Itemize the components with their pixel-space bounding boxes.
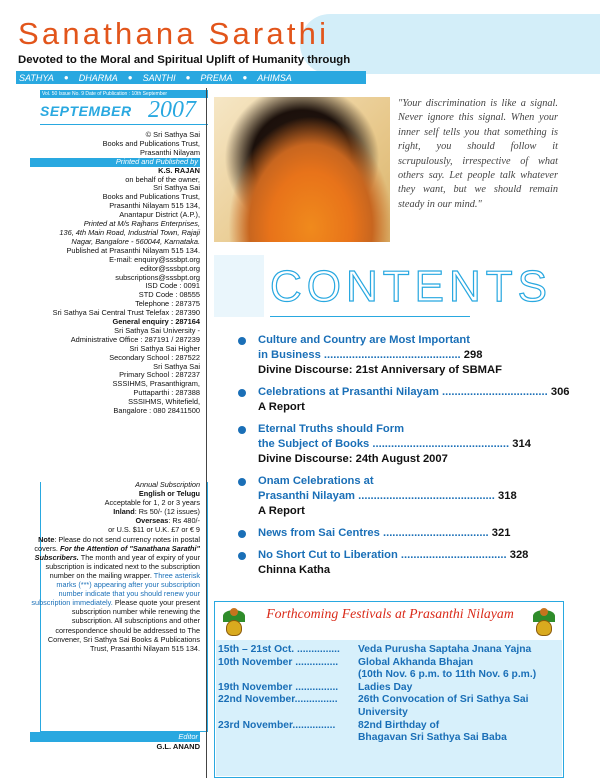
values-bar (16, 71, 366, 84)
publisher-name: K.S. RAJAN (158, 165, 200, 175)
toc-page: 321 (491, 527, 511, 539)
toc-title: Onam Celebrations at (258, 475, 374, 487)
publisher-block (30, 131, 200, 416)
phone-line: Sri Sathya Sai (153, 361, 200, 371)
bullet-icon (238, 337, 246, 345)
divider (40, 124, 208, 125)
festival-event: University (358, 706, 408, 718)
festival-event: Bhagavan Sri Sathya Sai Baba (358, 732, 507, 744)
phone-line: SSSIHMS, Prasanthigram, (112, 379, 200, 389)
phone-line: SSSIHMS, Whitefield, (128, 397, 200, 407)
toc-item[interactable] (236, 526, 536, 541)
festival-row (218, 657, 563, 670)
festivals-list (218, 644, 563, 745)
editor-block (30, 732, 200, 751)
toc-page: 314 (512, 438, 531, 450)
festival-row (218, 669, 563, 682)
bullet-icon: ● (63, 73, 69, 82)
toc-subtitle: A Report (258, 401, 305, 413)
contents-heading: CONTENTS (270, 262, 552, 311)
value-word: PREMA (200, 72, 233, 83)
value-word: DHARMA (78, 72, 118, 83)
festival-row (218, 694, 563, 707)
toc-title: Culture and Country are Most Important (258, 334, 470, 346)
phone-line: Administrative Office : 287191 / 287239 (70, 334, 200, 344)
issue-info: Vol. 50 Issue No. 9 Date of Publication : 10th September (40, 90, 208, 98)
festivals-title: Forthcoming Festivals at Prasanthi Nilayam (266, 606, 514, 621)
phone-line: Puttaparthi : 287388 (133, 388, 200, 398)
toc-title: Eternal Truths should Form (258, 423, 405, 435)
phone-line: Sri Sathya Sai University - (114, 325, 200, 335)
toc-title: News from Sai Centres .................................. 321 (258, 527, 511, 539)
value-word: AHIMSA (257, 72, 292, 83)
festival-date: 15th – 21st Oct. ............... (218, 644, 340, 655)
festivals-box (214, 601, 564, 778)
toc-page: 318 (498, 490, 517, 502)
issue-year: 2007 (148, 97, 196, 123)
publisher-line: Books and Publications Trust, (102, 192, 200, 202)
general-enquiry: General enquiry : 287164 (112, 317, 200, 327)
subscription-line: Acceptable for 1, 2 or 3 years (104, 498, 200, 508)
subscription-body: Please quote your present subscription number while renewing the subscription. All subscriptions and other correspondence should be addressed to The Convener, Sri Sathya Sai Books & Publications Trust, Prasanthi Nilayam 515 134. (47, 598, 200, 653)
magazine-tagline: Devoted to the Moral and Spiritual Uplift of Humanity through (18, 54, 351, 66)
festival-row (218, 644, 563, 657)
email-line: E-mail: enquiry@sssbpt.org (109, 254, 200, 264)
editor-name: G.L. ANAND (156, 741, 200, 751)
bullet-icon (238, 426, 246, 434)
editor-band: Editor (30, 732, 200, 742)
subscription-body: The month and year of expiry of your subscription is indicated next to the subscription number on the mailing wrapper. (45, 552, 200, 580)
festival-event: Veda Purusha Saptaha Jnana Yajna (358, 644, 532, 655)
phone-line: Telephone : 287375 (135, 299, 200, 309)
toc-subtitle: Divine Discourse: 21st Anniversary of SBMAF (258, 364, 502, 376)
note-text: : Please do not send currency notes in postal covers. (34, 534, 200, 553)
festival-date: 10th November ............... (218, 656, 339, 668)
column-divider (206, 88, 207, 778)
phone-line: Sri Sathya Sai Central Trust Telefax : 287390 (52, 308, 200, 318)
bullet-icon (238, 552, 246, 560)
bullet-icon: ● (185, 73, 191, 82)
inland-label: Inland (113, 507, 135, 517)
festival-date: 23rd November............... (218, 719, 336, 731)
toc-title-cont: in Business ............................................ 298 (258, 349, 483, 361)
festival-event: 82nd Birthday of (358, 719, 440, 731)
toc-page: 328 (509, 549, 529, 561)
attention-text: For the Attention of "Sanathana Sarathi" Subscribers. (34, 543, 200, 562)
renew-notice: Three asterisk marks (***) appearing after your subscription number indicate that you should renew your subscription immediately. (31, 570, 200, 608)
overseas-price: : Rs 480/- (168, 516, 200, 526)
festival-row (218, 732, 563, 745)
printed-by-band: Printed and Published by (30, 158, 200, 167)
table-of-contents (236, 333, 570, 585)
bullet-icon: ● (242, 73, 248, 82)
phone-line: STD Code : 08555 (138, 290, 200, 300)
bullet-icon (238, 530, 246, 538)
masthead (0, 0, 600, 100)
toc-title: Celebrations at Prasanthi Nilayam .................................. 306 (258, 386, 570, 398)
email-line: editor@sssbpt.org (139, 263, 200, 273)
subscription-lang: English or Telugu (138, 489, 200, 499)
toc-item[interactable] (236, 548, 536, 578)
festival-event: Global Akhanda Bhajan (358, 656, 474, 668)
note-label: Note (38, 534, 55, 544)
toc-item[interactable] (236, 422, 536, 467)
publisher-line: Nagar, Bangalore - 560044, Karnataka. (71, 236, 200, 246)
publisher-line: on behalf of the owner, (125, 174, 200, 184)
magazine-title: Sanathana Sarathi (18, 16, 330, 51)
phone-line: ISD Code : 0091 (145, 281, 200, 291)
festival-date: 19th November ............... (218, 681, 339, 693)
toc-item[interactable] (236, 333, 536, 378)
inland-price: : Rs 50/- (12 issues) (134, 507, 200, 517)
portrait-photo (214, 97, 390, 242)
publisher-line: Printed at M/s Rajhans Enterprises, (83, 219, 200, 229)
bullet-icon: ● (127, 73, 133, 82)
publisher-line: Anantapur District (A.P.), (119, 210, 200, 220)
festival-date: 22nd November............... (218, 694, 338, 706)
toc-page: 306 (550, 386, 570, 398)
publisher-line: 136, 4th Main Road, Industrial Town, Rajaji (59, 227, 200, 237)
phone-line: Secondary School : 287522 (109, 352, 200, 362)
value-word: SATHYA (19, 72, 54, 83)
toc-item[interactable] (236, 474, 536, 519)
bullet-icon (238, 389, 246, 397)
value-word: SANTHI (142, 72, 176, 83)
phone-line: Bangalore : 080 28411500 (113, 406, 200, 416)
subscription-text (30, 480, 200, 653)
publisher-line: Prasanthi Nilayam (140, 147, 200, 157)
festival-row (218, 682, 563, 695)
festival-event: 26th Convocation of Sri Sathya Sai (358, 694, 529, 706)
bullet-icon (238, 478, 246, 486)
toc-subtitle: Divine Discourse: 24th August 2007 (258, 453, 448, 465)
subscription-heading: Annual Subscription (135, 480, 200, 489)
toc-title-cont: Prasanthi Nilayam ............................................ 318 (258, 490, 517, 502)
phone-line: Sri Sathya Sai Higher (129, 343, 200, 353)
contents-decoration (214, 255, 264, 317)
festival-event: Ladies Day (358, 681, 413, 693)
issue-month: SEPTEMBER (40, 103, 132, 119)
toc-page: 298 (463, 349, 483, 361)
publisher-line: © Sri Sathya Sai (145, 130, 200, 139)
festival-row (218, 720, 563, 733)
toc-subtitle: A Report (258, 505, 305, 517)
overseas-label: Overseas (135, 516, 169, 526)
publisher-line: Prasanthi Nilayam 515 134, (109, 201, 200, 211)
publisher-line: Published at Prasanthi Nilayam 515 134. (66, 245, 200, 255)
publisher-line: Books and Publications Trust, (102, 138, 200, 148)
overseas-price-alt: or U.S. $11 or U.K. £7 or € 9 (108, 525, 200, 535)
toc-subtitle: Chinna Katha (258, 564, 331, 576)
publisher-line: Sri Sathya Sai (153, 183, 200, 193)
email-line: subscriptions@sssbpt.org (115, 272, 200, 282)
quote-text: "Your discrimination is like a signal. Never ignore this signal. When your inner self tells you that something is right, you should follow it scrupulously, irrespective of what others say. Let people talk whatever they want, but we should remain steady in our mind." (398, 98, 558, 210)
phone-line: Primary School : 287237 (119, 370, 200, 380)
toc-item[interactable] (236, 385, 570, 415)
contents-underline (270, 316, 470, 317)
festival-event: (10th Nov. 6 p.m. to 11th Nov. 6 p.m.) (358, 669, 537, 681)
toc-title: No Short Cut to Liberation .................................. 328 (258, 549, 529, 561)
festival-row (218, 707, 563, 720)
toc-title-cont: the Subject of Books ............................................ 314 (258, 438, 531, 450)
